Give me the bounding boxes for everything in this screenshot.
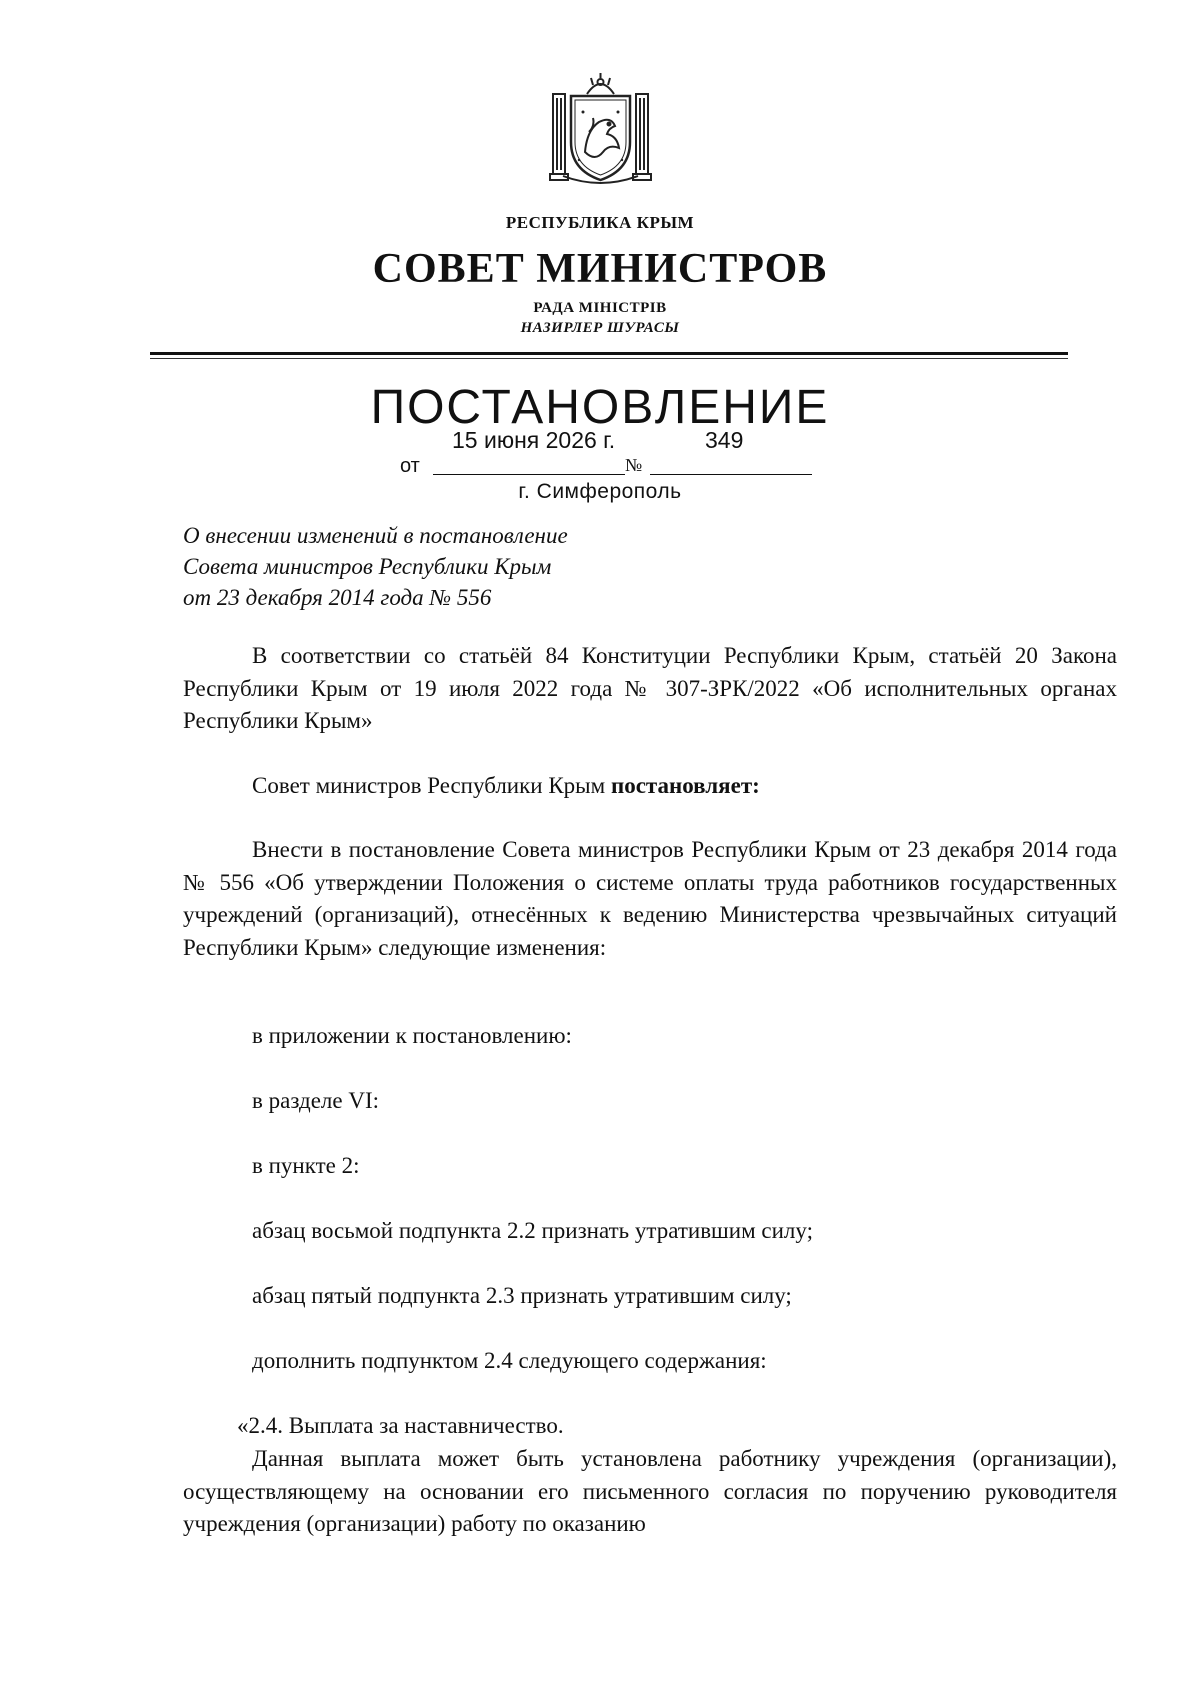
crimea-coat-of-arms-emblem: [549, 72, 652, 187]
decree-prefix: Совет министров Республики Крым: [252, 773, 611, 798]
city-name: г. Симферополь: [518, 480, 682, 503]
document-date: 15 июня 2026 г.: [452, 427, 616, 453]
document-number: 349: [705, 427, 744, 453]
subject-line: О внесении изменений в постановление: [183, 523, 568, 548]
item-repeal-2-3: абзац пятый подпункта 2.3 признать утратившим силу;: [252, 1283, 792, 1308]
header-divider-thin: [150, 358, 1068, 359]
item-add-2-4: дополнить подпунктом 2.4 следующего содержания:: [252, 1348, 767, 1373]
preamble-paragraph: В соответствии со статьёй 84 Конституции Республики Крым, статьёй 20 Закона Республики Крым от 19 июля 2022 года № 307-ЗРК/2022 «Об исполнительных органах Республики Крым»: [183, 643, 1117, 733]
new-subpoint-text: Данная выплата может быть установлена работнику учреждения (организации), осуществляющему на основании его письменного согласия по поручению руководителя учреждения (организации) работу по оказанию: [183, 1446, 1117, 1536]
number-underline: [650, 474, 812, 475]
number-label: №: [625, 455, 643, 475]
new-subpoint-heading: «2.4. Выплата за наставничество.: [237, 1413, 564, 1438]
council-title: СОВЕТ МИНИСТРОВ: [372, 246, 828, 292]
decree-paragraph: [183, 770, 1117, 803]
item-point: в пункте 2:: [252, 1153, 360, 1178]
item-repeal-2-2: абзац восьмой подпункта 2.2 признать утратившим силу;: [252, 1218, 813, 1243]
amendment-paragraph: Внести в постановление Совета министров Республики Крым от 23 декабря 2014 года № 556 «Об утверждении Положения о системе оплаты труда работников государственных учреждений (организаций), отнесённых к ведению Министерства чрезвычайных ситуаций Республики Крым» следующие изменения:: [183, 837, 1117, 960]
republic-name: РЕСПУБЛИКА КРЫМ: [505, 213, 695, 232]
rada-ministriv: РАДА МІНІСТРІВ: [533, 300, 667, 316]
document-subject: [183, 520, 568, 613]
item-section: в разделе VI:: [252, 1088, 379, 1113]
date-underline: [433, 474, 625, 475]
item-appendix: в приложении к постановлению:: [252, 1023, 572, 1048]
subject-line: от 23 декабря 2014 года № 556: [183, 585, 492, 610]
header-divider-thick: [150, 352, 1068, 355]
decree-verb: постановляет:: [610, 773, 760, 798]
document-type-title: ПОСТАНОВЛЕНИЕ: [370, 381, 830, 434]
from-label: от: [400, 455, 420, 477]
subject-line: Совета министров Республики Крым: [183, 554, 552, 579]
nazirler-shurasy: НАЗИРЛЕР ШУРАСЫ: [520, 320, 680, 336]
